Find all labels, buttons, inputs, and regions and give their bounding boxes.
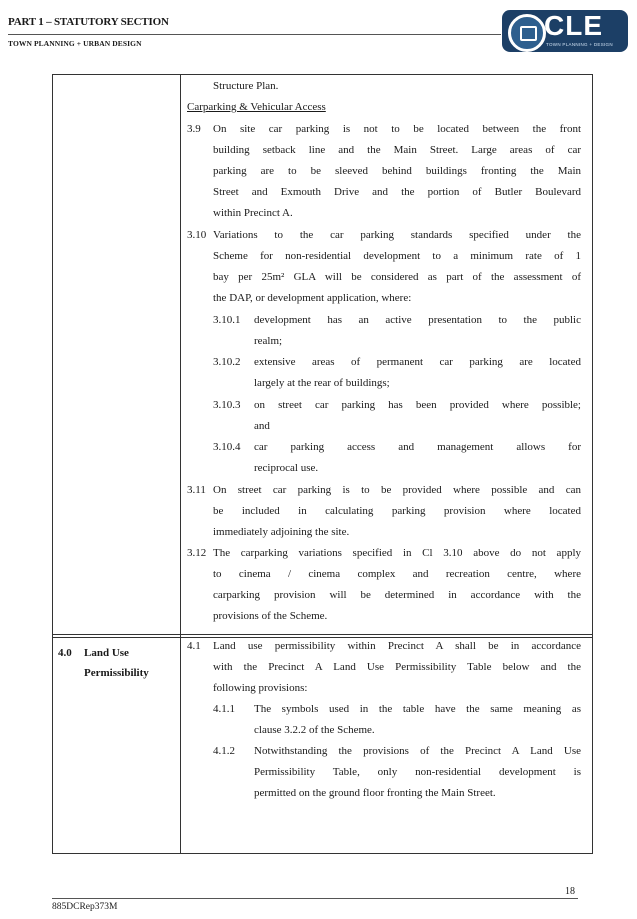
header-subtitle: TOWN PLANNING + URBAN DESIGN xyxy=(8,39,142,48)
clause-text-line: Land use permissibility within Precinct A shall be in accordance xyxy=(213,640,581,652)
section-heading: Carparking & Vehicular Access xyxy=(187,101,326,113)
clause-text-line: with the Precinct A Land Use Permissibility Table below and the xyxy=(213,661,581,673)
subclause-text-line: largely at the rear of buildings; xyxy=(254,377,390,389)
table-row-divider xyxy=(52,634,593,635)
subclause-text-line: car parking access and management allows for xyxy=(254,441,581,453)
subclause-text-line: The symbols used in the table have the same meaning as xyxy=(254,703,581,715)
clause-text-line: following provisions: xyxy=(213,682,308,694)
subclause-number: 3.10.1 xyxy=(213,314,241,326)
clause-text-line: parking are to be sleeved behind buildings fronting the Main xyxy=(213,165,581,177)
logo-text: CLE xyxy=(544,10,603,41)
clause-text-line: within Precinct A. xyxy=(213,207,293,219)
clause-text-line: building setback line and the Main Street. Large areas of car xyxy=(213,144,581,156)
clause-number: 3.10 xyxy=(187,229,207,241)
subclause-number: 3.10.2 xyxy=(213,356,241,368)
header-rule xyxy=(8,34,501,35)
clause-text-line: immediately adjoining the site. xyxy=(213,526,350,538)
subclause-text-line: reciprocal use. xyxy=(254,462,319,474)
clause-text-line: to cinema / cinema complex and recreation centre, where xyxy=(213,568,581,580)
subclause-number: 4.1.1 xyxy=(213,703,235,715)
clause-text-line: be included in calculating parking provision where located xyxy=(213,505,581,517)
subclause-number: 3.10.4 xyxy=(213,441,241,453)
subclause-text-line: and xyxy=(254,420,270,432)
clause-text-line: Street and Exmouth Drive and the portion of Butler Boulevard xyxy=(213,186,581,198)
clause-text-line: Scheme for non-residential development to a minimum rate of 1 xyxy=(213,250,581,262)
subclause-text-line: Permissibility Table, only non-residential development is xyxy=(254,766,581,778)
clause-number: 3.11 xyxy=(187,484,206,496)
subclause-text-line: clause 3.2.2 of the Scheme. xyxy=(254,724,375,736)
subclause-number: 3.10.3 xyxy=(213,399,241,411)
clause-text-line: the DAP, or development application, where: xyxy=(213,292,412,304)
page-number: 18 xyxy=(565,886,575,897)
subclause-text-line: realm; xyxy=(254,335,283,347)
footer-rule xyxy=(52,898,578,899)
clause-text-line: Variations to the car parking standards specified under the xyxy=(213,229,581,241)
clause-number: 3.9 xyxy=(187,123,201,135)
structure-plan-text: Structure Plan. xyxy=(213,80,279,92)
clause-text-line: On street car parking is to be provided where possible and can xyxy=(213,484,581,496)
clause-number: 4.1 xyxy=(187,640,201,652)
cle-logo xyxy=(502,10,628,52)
logo-circle-icon xyxy=(508,14,546,52)
header-part-title: PART 1 – STATUTORY SECTION xyxy=(8,16,169,28)
table-row-divider-2 xyxy=(52,637,593,638)
section-number: 4.0 xyxy=(58,647,72,659)
logo-tagline: TOWN PLANNING + DESIGN xyxy=(546,42,613,47)
clause-text-line: bay per 25m² GLA will be considered as part of the assessment of xyxy=(213,271,581,283)
subclause-number: 4.1.2 xyxy=(213,745,235,757)
clause-text-line: On site car parking is not to be located between the front xyxy=(213,123,581,135)
table-column-divider xyxy=(180,74,181,854)
clause-number: 3.12 xyxy=(187,547,207,559)
section-title-line1: Land Use xyxy=(84,647,129,659)
section-title-line2: Permissibility xyxy=(84,667,149,679)
clause-text-line: carparking provision will be determined in accordance with the xyxy=(213,589,581,601)
subclause-text-line: development has an active presentation to the public xyxy=(254,314,581,326)
subclause-text-line: permitted on the ground floor fronting the Main Street. xyxy=(254,787,496,799)
clause-text-line: provisions of the Scheme. xyxy=(213,610,328,622)
clause-text-line: The carparking variations specified in Cl 3.10 above do not apply xyxy=(213,547,581,559)
subclause-text-line: extensive areas of permanent car parking are located xyxy=(254,356,581,368)
subclause-text-line: on street car parking has been provided where possible; xyxy=(254,399,581,411)
subclause-text-line: Notwithstanding the provisions of the Precinct A Land Use xyxy=(254,745,581,757)
document-reference: 885DCRep373M xyxy=(52,902,118,912)
